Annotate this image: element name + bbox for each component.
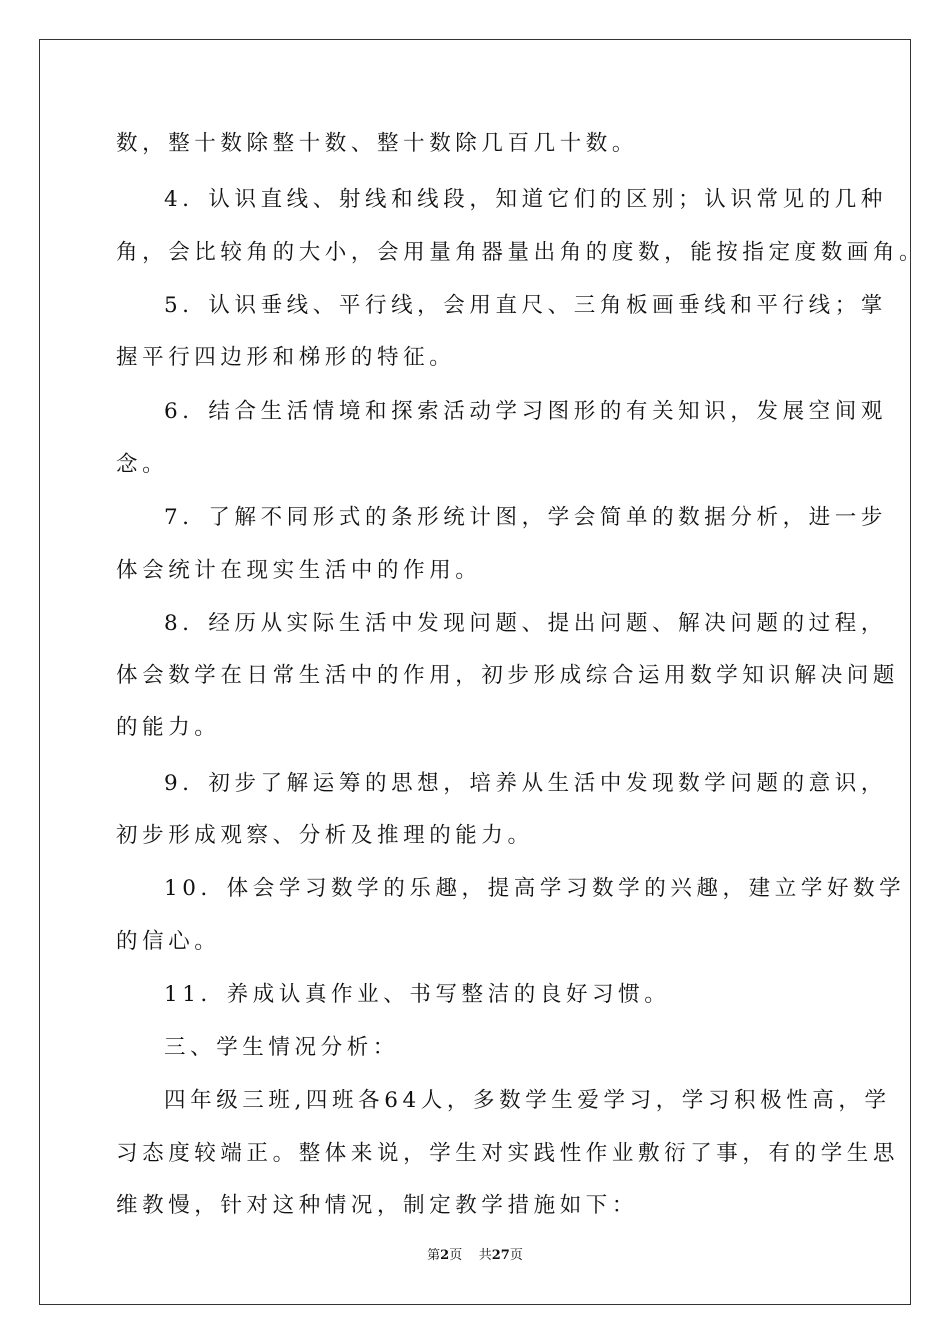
text-line: 9．初步了解运筹的思想，培养从生活中发现数学问题的意识， (164, 771, 887, 796)
text-line: 数，整十数除整十数、整十数除几百几十数。 (116, 131, 639, 156)
text-line: 10．体会学习数学的乐趣，提高学习数学的兴趣，建立学好数学 (164, 876, 906, 901)
text-line: 念。 (116, 452, 169, 477)
section-heading: 三、学生情况分析： (164, 1035, 399, 1060)
text-line: 初步形成观察、分析及推理的能力。 (116, 823, 534, 848)
text-line: 体会统计在现实生活中的作用。 (116, 558, 482, 583)
text-line: 11．养成认真作业、书写整洁的良好习惯。 (164, 982, 671, 1007)
text-line: 体会数学在日常生活中的作用，初步形成综合运用数学知识解决问题 (116, 663, 900, 688)
page-prefix: 第 (427, 1248, 441, 1263)
total-pages: 27 (491, 1248, 510, 1263)
page-suffix: 页 (449, 1248, 463, 1263)
text-line: 4．认识直线、射线和线段，知道它们的区别；认识常见的几种 (164, 187, 887, 212)
total-suffix: 页 (509, 1248, 523, 1263)
page-footer (0, 1246, 950, 1266)
page-number: 2 (440, 1248, 450, 1263)
text-line: 7．了解不同形式的条形统计图，学会简单的数据分析，进一步 (164, 505, 887, 530)
total-prefix: 共 (478, 1248, 492, 1263)
text-line: 四年级三班,四班各64人，多数学生爱学习，学习积极性高，学 (164, 1088, 891, 1113)
text-line: 握平行四边形和梯形的特征。 (116, 345, 456, 370)
text-line: 角，会比较角的大小，会用量角器量出角的度数，能按指定度数画角。 (116, 240, 926, 265)
text-line: 维教慢，针对这种情况，制定教学措施如下： (116, 1193, 639, 1218)
text-line: 的能力。 (116, 715, 221, 740)
text-line: 的信心。 (116, 929, 221, 954)
text-line: 习态度较端正。整体来说，学生对实践性作业敷衍了事，有的学生思 (116, 1141, 900, 1166)
text-line: 6．结合生活情境和探索活动学习图形的有关知识，发展空间观 (164, 399, 887, 424)
text-line: 8．经历从实际生活中发现问题、提出问题、解决问题的过程， (164, 611, 887, 636)
text-line: 5．认识垂线、平行线，会用直尺、三角板画垂线和平行线；掌 (164, 293, 887, 318)
